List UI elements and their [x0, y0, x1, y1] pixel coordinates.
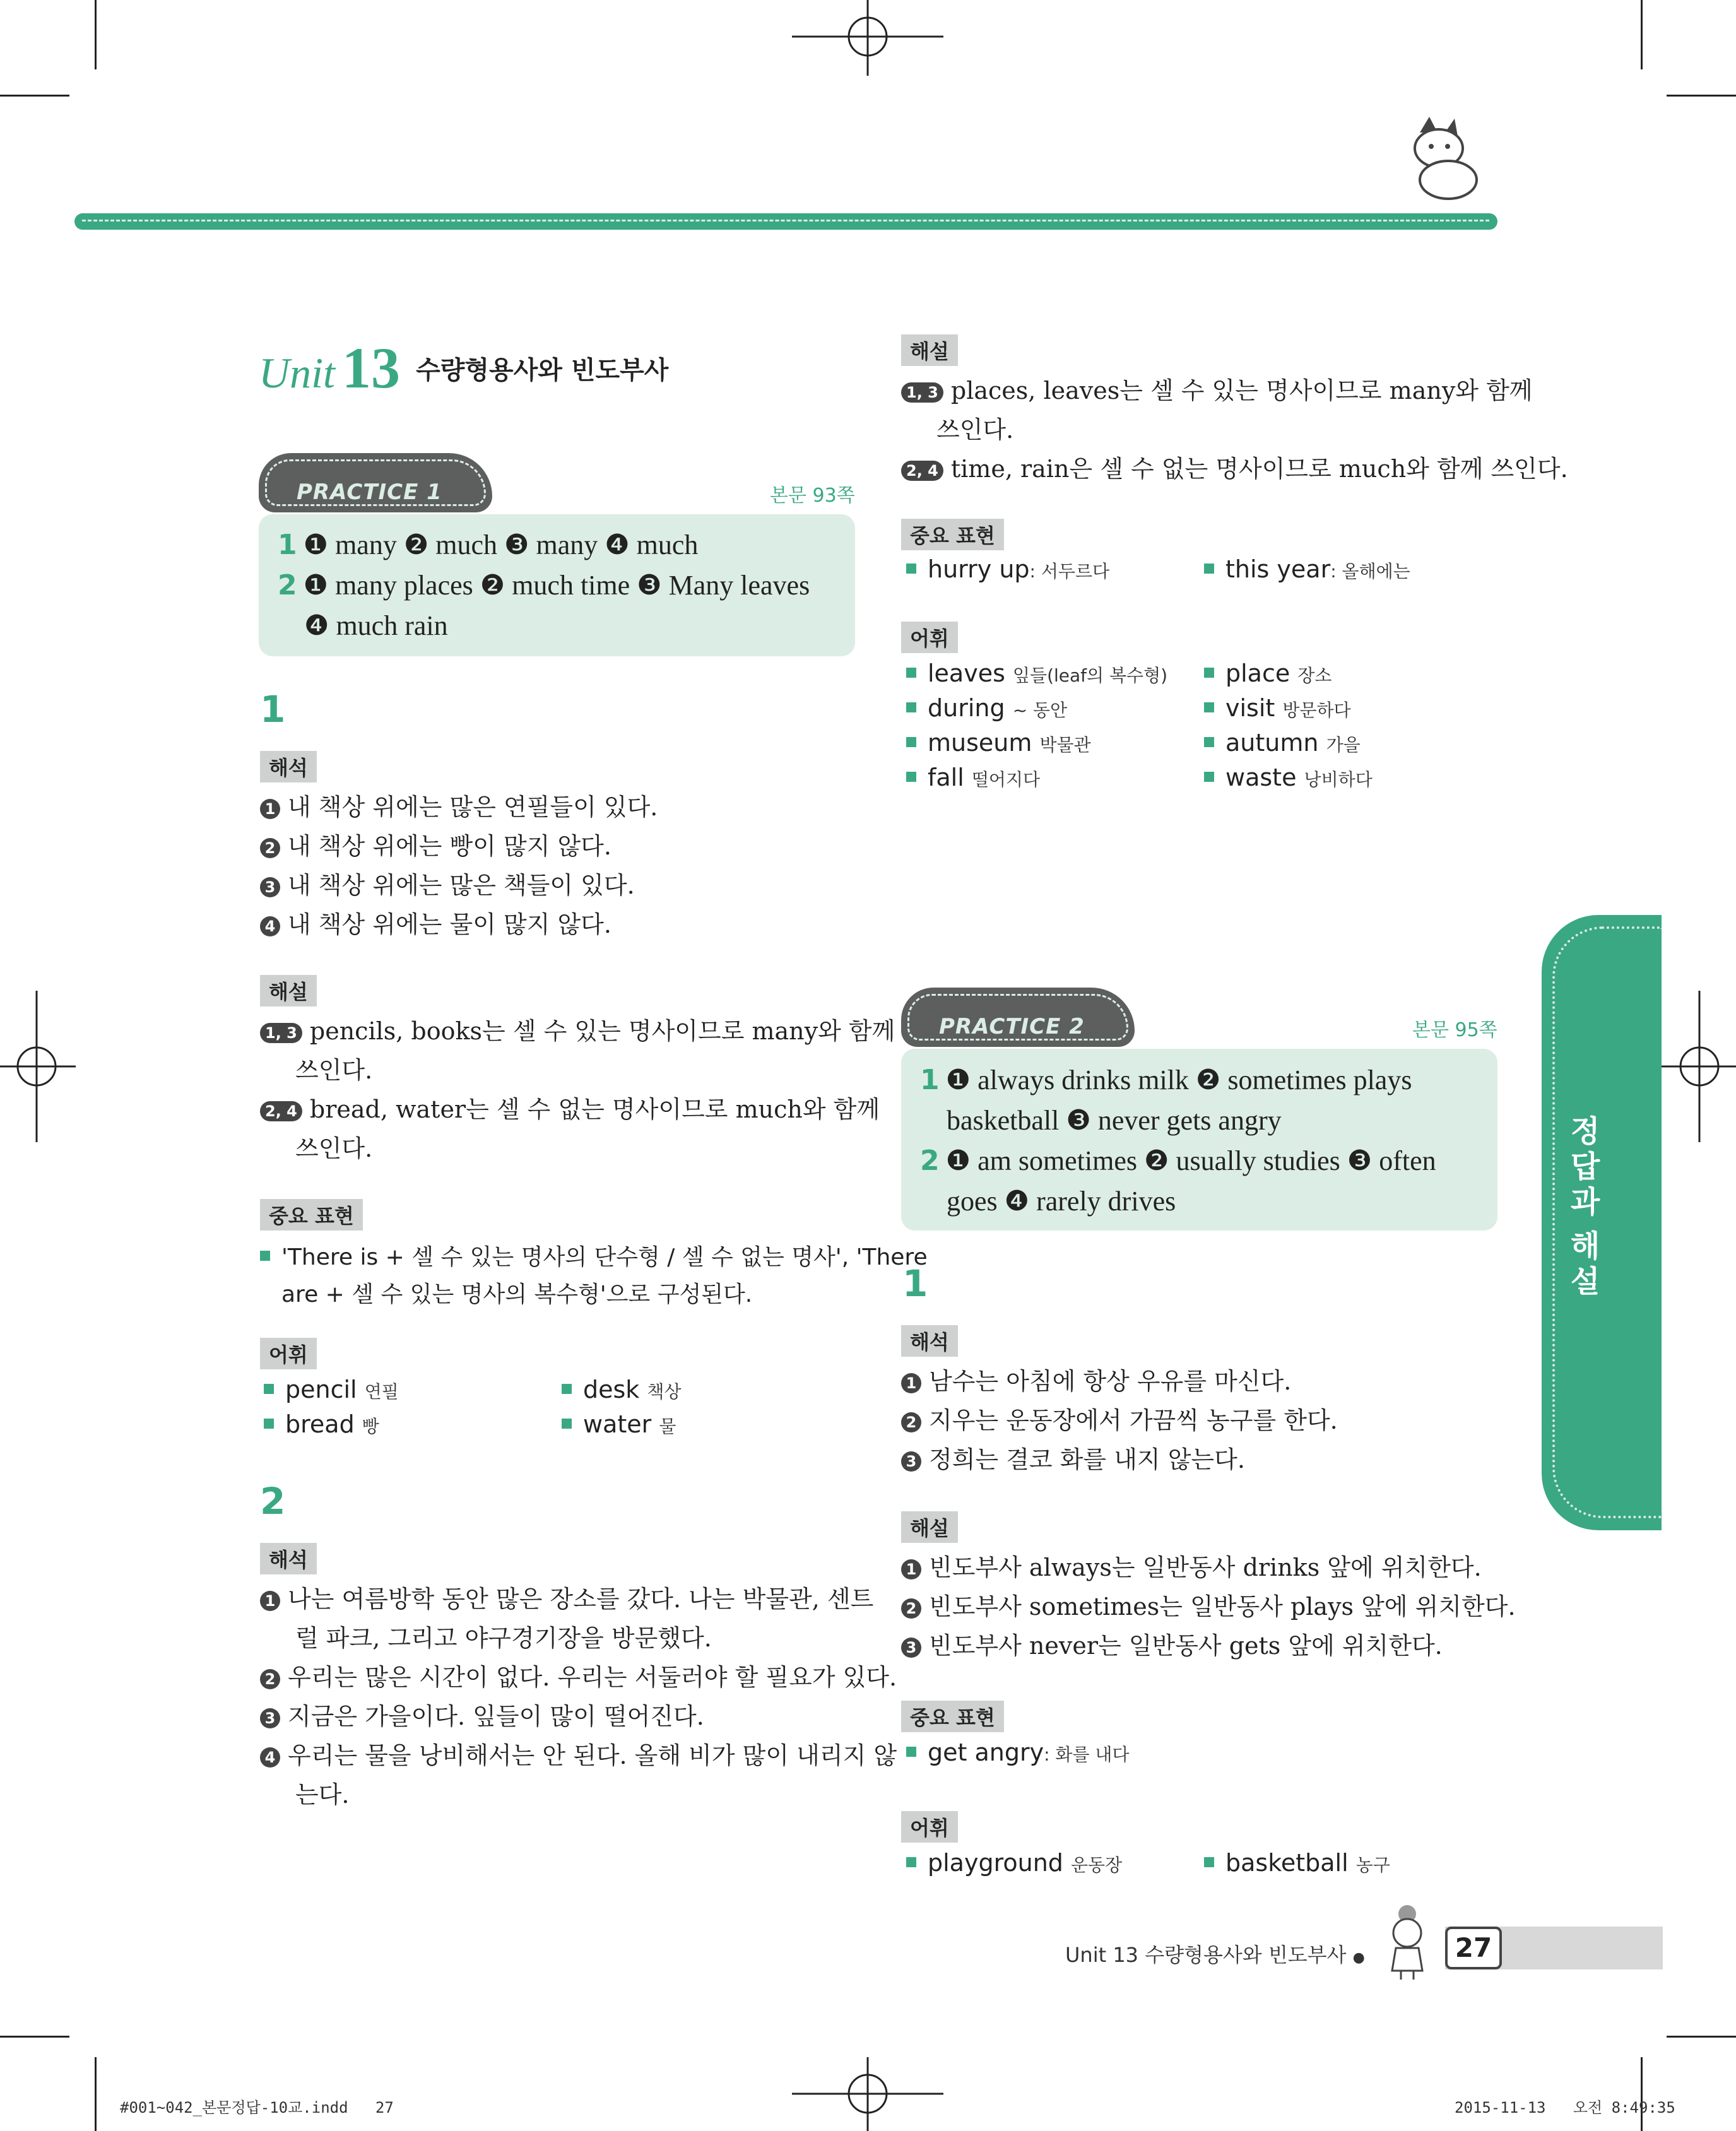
crop-mark: [95, 2057, 97, 2131]
tag-translation: 해석: [260, 751, 317, 782]
vocab-item: place 장소: [1204, 659, 1332, 687]
crop-mark: [0, 95, 69, 97]
practice1-ref: 본문 93쪽: [770, 485, 855, 507]
practice2-label: PRACTICE 2: [939, 1014, 1085, 1039]
p2-expression-section: [901, 1701, 1004, 1732]
tag-vocab: 어휘: [901, 622, 958, 653]
expression-item: get angry: 화를 내다: [906, 1738, 1130, 1766]
practice2-answers: [920, 1060, 1436, 1222]
q2-expression-section: [901, 519, 1004, 550]
registration-mark: [792, 0, 943, 76]
tag-expression: 중요 표현: [260, 1199, 363, 1231]
q1-translation-section: 해석 1 내 책상 위에는 많은 연필들이 있다. 2 내 책상 위에는 빵이 많지 않다. 3 내 책상 위에는 많은 책들이 있다. 4 내 책상 위에는 물이 많지 않다.: [260, 751, 658, 944]
question-number: 1: [260, 688, 286, 731]
unit-word: Unit: [259, 349, 335, 397]
vocab-item: fall 떨어지다: [906, 764, 1040, 791]
answer-line: 2 ❶ many places ❷ much time ❸ Many leaves: [278, 569, 810, 601]
practice1-answers: [278, 525, 810, 646]
vocab-item: desk 책상: [562, 1376, 682, 1403]
q2-translation-section: 해석 1 나는 여름방학 동안 많은 장소를 갔다. 나는 박물관, 센트 럴 파크, 그리고 야구경기장을 방문했다. 2 우리는 많은 시간이 없다. 우리는 서둘러야 할 필요가 있다. 3 지금은 가을이다. 잎들이 많이 떨어진다. 4 우리는 물을 낭비해서는 안 된다. 올해 비가 많이 내리지 않 는다.: [260, 1543, 897, 1814]
unit-heading: [259, 334, 668, 401]
side-tab-label: 정 답 과 해 설: [1570, 1114, 1600, 1299]
answer-line: 1 ❶ always drinks milk ❷ sometimes plays: [920, 1064, 1412, 1096]
answer-line: 2 ❶ am sometimes ❷ usually studies ❸ often: [920, 1145, 1436, 1177]
q1-expression-section: 중요 표현 'There is + 셀 수 있는 명사의 단수형 / 셀 수 없는 명사', 'There are + 셀 수 있는 명사의 복수형'으로 구성된다.: [260, 1199, 928, 1309]
vocab-item: waste 낭비하다: [1204, 764, 1373, 791]
question-number: 2: [260, 1480, 286, 1523]
unit-number: 13: [342, 336, 400, 400]
tag-vocab: 어휘: [901, 1811, 958, 1843]
tag-explanation: 해설: [901, 334, 958, 366]
cat-mascot-icon: [1395, 114, 1483, 208]
unit-title: 수량형용사와 빈도부사: [416, 356, 669, 385]
print-timestamp: 2015-11-13 오전 8:49:35: [1455, 2099, 1675, 2116]
top-band-stitch: [82, 220, 1489, 221]
tag-vocab: 어휘: [260, 1338, 317, 1369]
vocab-item: museum 박물관: [906, 729, 1091, 757]
q2-vocab-section: [901, 622, 958, 653]
answer-line: goes ❹ rarely drives: [947, 1186, 1176, 1217]
answer-line: 1 ❶ many ❷ much ❸ many ❹ much: [278, 529, 699, 561]
top-band: [74, 213, 1497, 230]
registration-mark: [0, 991, 76, 1142]
tag-translation: 해석: [260, 1543, 317, 1574]
vocab-item: leaves 잎들(leaf의 복수형): [906, 659, 1167, 687]
vocab-item: playground 운동장: [906, 1849, 1122, 1877]
p2-vocab-section: [901, 1811, 958, 1843]
vocab-item: water 물: [562, 1410, 676, 1438]
q1-vocab-section: [260, 1338, 317, 1369]
vocab-item: autumn 가을: [1204, 729, 1361, 757]
registration-mark: [1660, 991, 1736, 1142]
girl-mascot-icon: [1382, 1903, 1432, 1981]
question-number: 1: [902, 1262, 928, 1305]
crop-mark: [1667, 2036, 1736, 2038]
vocab-item: bread 빵: [264, 1410, 379, 1438]
file-info: #001~042_본문정답-10교.indd 27: [120, 2099, 394, 2116]
tag-explanation: 해설: [260, 975, 317, 1006]
running-title: Unit 13 수량형용사와 빈도부사 ●: [1065, 1943, 1365, 1967]
tag-expression: 중요 표현: [901, 1701, 1004, 1732]
q2-explanation-section: 해설 1, 3 places, leaves는 셀 수 있는 명사이므로 many와 함께 쓰인다. 2, 4 time, rain은 셀 수 없는 명사이므로 much와 함께 쓰인다.: [901, 334, 1568, 488]
expression-item: this year: 올해에는: [1204, 555, 1410, 583]
crop-mark: [1641, 2057, 1643, 2131]
crop-mark: [1641, 0, 1643, 69]
crop-mark: [95, 0, 97, 69]
q1-explanation-section: 해설 1, 3 pencils, books는 셀 수 있는 명사이므로 many와 함께 쓰인다. 2, 4 bread, water는 셀 수 없는 명사이므로 much와 함께 쓰인다.: [260, 975, 895, 1168]
vocab-item: basketball 농구: [1204, 1849, 1390, 1877]
practice2-ref: 본문 95쪽: [1412, 1019, 1497, 1041]
tag-explanation: 해설: [901, 1511, 958, 1543]
crop-mark: [1667, 95, 1736, 97]
p2-explanation-section: 해설 1 빈도부사 always는 일반동사 drinks 앞에 위치한다. 2 빈도부사 sometimes는 일반동사 plays 앞에 위치한다. 3 빈도부사 never는 일반동사 gets 앞에 위치한다.: [901, 1511, 1516, 1665]
vocab-item: pencil 연필: [264, 1376, 399, 1403]
vocab-item: during ~ 동안: [906, 694, 1067, 722]
expression-item: hurry up: 서두르다: [906, 555, 1109, 583]
tag-translation: 해석: [901, 1325, 958, 1357]
crop-mark: [0, 2036, 69, 2038]
p2-translation-section: 해석 1 남수는 아침에 항상 우유를 마신다. 2 지우는 운동장에서 가끔씩 농구를 한다. 3 정희는 결코 화를 내지 않는다.: [901, 1325, 1338, 1479]
answer-line: basketball ❸ never gets angry: [947, 1105, 1282, 1136]
answer-line: ❹ much rain: [304, 610, 448, 641]
registration-mark: [792, 2057, 943, 2131]
vocab-item: visit 방문하다: [1204, 694, 1351, 722]
tag-expression: 중요 표현: [901, 519, 1004, 550]
practice1-label: PRACTICE 1: [297, 480, 442, 505]
page-number: 27: [1445, 1927, 1502, 1969]
